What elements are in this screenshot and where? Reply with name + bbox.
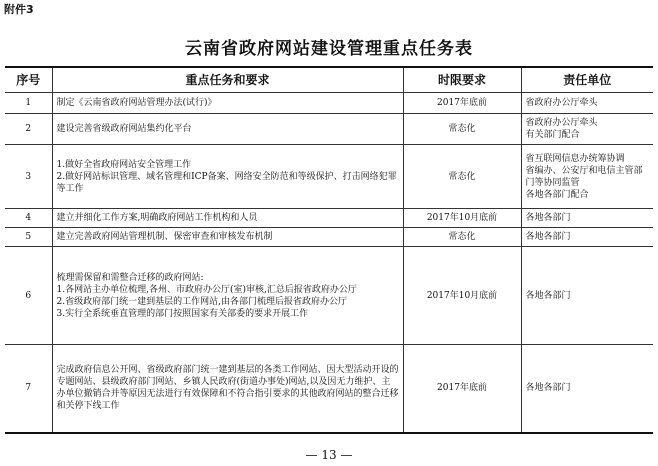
task-line: 2.省级政府部门统一建到基层的工作网站,由各部门梳理后报省政府办公厅 <box>56 296 347 307</box>
header-task: 重点任务和要求 <box>52 67 403 93</box>
task-line: 1.各网站主办单位梳理,各州、市政府办公厅(室)审核,汇总后报省政府办公厅 <box>56 284 357 295</box>
header-deadline: 时限要求 <box>403 67 521 93</box>
row-no: 3 <box>5 145 52 209</box>
table-row <box>5 247 653 345</box>
page-title: 云南省政府网站建设管理重点任务表 <box>185 39 473 59</box>
header-no: 序号 <box>5 67 52 93</box>
task-line: 建设完善省级政府网站集约化平台 <box>56 124 192 134</box>
responsible-line: 省互联网信息办统筹协调 <box>525 153 625 164</box>
row-deadline: 2017年底前 <box>403 345 521 433</box>
responsible-line: 各地各部门 <box>525 213 571 223</box>
row-task <box>52 345 403 433</box>
row-deadline: 2017年10月底前 <box>403 247 521 345</box>
table-row <box>5 345 653 433</box>
row-task <box>52 114 403 145</box>
task-line: 制定《云南省政府网站管理办法(试行)》 <box>56 98 217 108</box>
row-task <box>52 209 403 228</box>
table-header-row <box>5 67 653 93</box>
row-responsible <box>521 228 653 247</box>
row-no: 1 <box>5 93 52 114</box>
attachment-label: 附件3 <box>4 3 34 16</box>
row-responsible <box>521 209 653 228</box>
row-no: 6 <box>5 247 52 345</box>
row-task <box>52 145 403 209</box>
row-deadline: 2017年10月底前 <box>403 209 521 228</box>
row-no: 4 <box>5 209 52 228</box>
page-number: — 13 — <box>305 448 353 462</box>
task-line: 3.实行全系统垂直管理的部门按照国家有关部委的要求开展工作 <box>56 308 309 319</box>
responsible-line: 各地各部门配合 <box>525 189 589 200</box>
responsible-line: 省编办、公安厅和电信主管部门等协同监管 <box>525 165 643 188</box>
responsible-line: 省政府办公厅牵头 <box>525 98 598 108</box>
responsible-line: 有关部门配合 <box>525 130 580 140</box>
row-deadline: 常态化 <box>403 114 521 145</box>
row-responsible <box>521 93 653 114</box>
row-task <box>52 247 403 345</box>
task-line: 2.做好网站标识管理、域名管理和ICP备案、网络安全防范和等级保护、打击网络犯罪等工作 <box>56 171 397 194</box>
task-line: 完成政府信息公开网、省级政府部门统一建到基层的各类工作网站、因大型活动开设的专题网站、县级政府部门网站、乡镇人民政府(街道办事处)网站,以及因无力维护、主办单位撤销合并等原因无法进行有效保障和不符合指引要求的其他政府网站的整合迁移和关停下线工作 <box>56 365 399 412</box>
row-deadline: 常态化 <box>403 228 521 247</box>
task-line: 1.做好全省政府网站安全管理工作 <box>56 159 192 170</box>
table-row <box>5 114 653 145</box>
row-no: 7 <box>5 345 52 433</box>
row-responsible <box>521 114 653 145</box>
row-deadline: 常态化 <box>403 145 521 209</box>
row-task <box>52 228 403 247</box>
task-line: 建立完善政府网站管理机制、保密审查和审核发布机制 <box>56 232 273 242</box>
responsible-line: 省政府办公厅牵头 <box>525 118 598 128</box>
table-row <box>5 93 653 114</box>
row-responsible <box>521 247 653 345</box>
responsible-line: 各地各部门 <box>525 383 571 394</box>
row-no: 5 <box>5 228 52 247</box>
task-line: 建立并细化工作方案,明确政府网站工作机构和人员 <box>56 213 258 223</box>
table-row <box>5 228 653 247</box>
row-responsible <box>521 145 653 209</box>
responsible-line: 各地各部门 <box>525 290 571 301</box>
row-task <box>52 93 403 114</box>
table-row <box>5 209 653 228</box>
header-responsible: 责任单位 <box>521 67 653 93</box>
table-row <box>5 145 653 209</box>
task-table <box>5 66 653 434</box>
task-line: 梳理需保留和需整合迁移的政府网站: <box>56 272 204 283</box>
responsible-line: 各地各部门 <box>525 232 571 242</box>
row-no: 2 <box>5 114 52 145</box>
row-responsible <box>521 345 653 433</box>
row-deadline: 2017年底前 <box>403 93 521 114</box>
